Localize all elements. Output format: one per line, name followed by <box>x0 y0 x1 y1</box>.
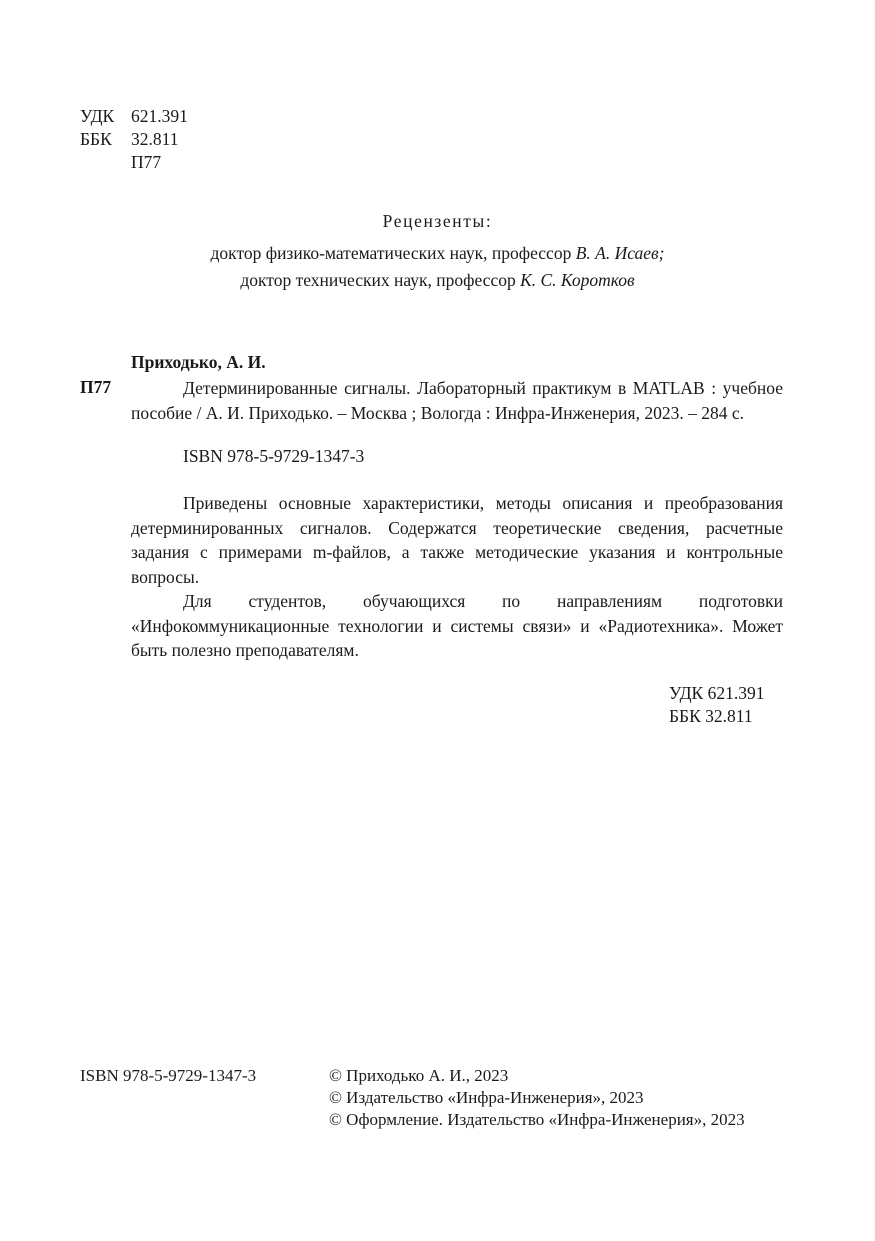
bbk-row <box>80 128 178 151</box>
udc-row <box>80 105 188 128</box>
bibliography-mark: П77 <box>80 377 112 397</box>
index-bbk: ББК 32.811 <box>669 706 753 726</box>
copyright-author: © Приходько А. И., 2023 <box>329 1066 509 1085</box>
reviewer-1-name: В. А. Исаев; <box>575 243 665 263</box>
reviewer-2 <box>0 267 875 294</box>
footer-isbn: ISBN 978-5-9729-1347-3 <box>80 1066 257 1085</box>
bibliography-isbn: ISBN 978-5-9729-1347-3 <box>183 446 365 466</box>
reviewer-1 <box>0 240 875 267</box>
author-mark-row <box>80 151 161 174</box>
copyright-design: © Оформление. Издательство «Инфра-Инженерия», 2023 <box>329 1110 745 1129</box>
index-udc: УДК 621.391 <box>669 683 765 703</box>
bbk-label: ББК <box>80 129 112 149</box>
reviewers-heading: Рецензенты: <box>382 211 493 231</box>
author-heading: Приходько, А. И. <box>131 352 266 372</box>
copyright-block <box>329 1065 745 1131</box>
reviewer-1-title: доктор физико-математических наук, профессор <box>210 243 576 263</box>
bibliographic-description: Детерминированные сигналы. Лабораторный практикум в MATLAB : учебное пособие / А. И. Приходько. – Москва ; Вологда : Инфра-Инженерия, 2023. – 284 с. <box>131 378 783 423</box>
copyright-publisher: © Издательство «Инфра-Инженерия», 2023 <box>329 1088 644 1107</box>
reviewers-block <box>0 210 875 294</box>
bbk-value: 32.811 <box>131 129 179 149</box>
abstract-paragraph-2: Для студентов, обучающихся по направлениям подготовки «Инфокоммуникационные технологии и системы связи» и «Радиотехника». Может быть полезно преподавателям. <box>131 591 783 660</box>
udc-value: 621.391 <box>131 106 188 126</box>
reviewer-2-title: доктор технических наук, профессор <box>240 270 521 290</box>
reviewer-2-name: К. С. Коротков <box>520 270 635 290</box>
abstract-paragraph-1: Приведены основные характеристики, методы описания и преобразования детерминированных сигналов. Содержатся теоретические сведения, расчетные задания с примерами m-файлов, а также методические указания и контрольные вопросы. <box>131 493 783 587</box>
udc-label: УДК <box>80 106 115 126</box>
author-mark: П77 <box>131 152 162 172</box>
abstract <box>131 491 783 663</box>
